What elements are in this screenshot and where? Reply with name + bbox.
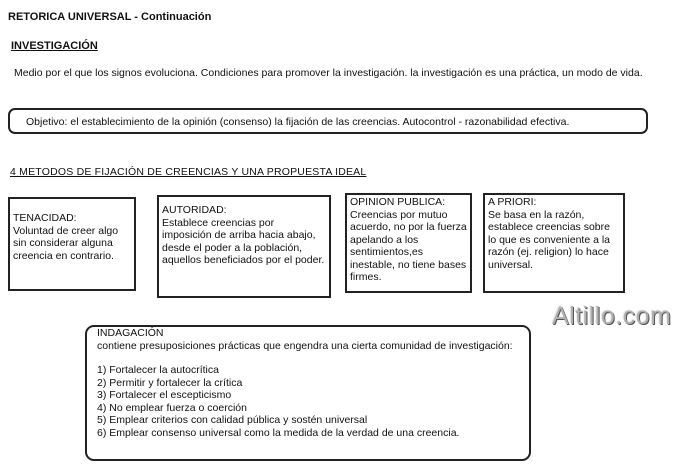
- indagacion-name: INDAGACIÓN: [97, 327, 164, 339]
- list-item: 4) No emplear fuerza o coerción: [97, 401, 247, 414]
- indagacion-text: contiene presuposiciones prácticas que engendra una cierta comunidad de investigación:: [97, 339, 513, 352]
- indagacion-box: [85, 325, 531, 461]
- method-name: OPINION PUBLICA:: [350, 196, 446, 208]
- method-box-opinion-publica: [345, 193, 472, 293]
- method-box-autoridad: [157, 195, 331, 298]
- methods-heading: 4 METODOS DE FIJACIÓN DE CREENCIAS Y UNA PROPUESTA IDEAL: [10, 166, 367, 178]
- document-title: RETORICA UNIVERSAL - Continuación: [8, 11, 212, 23]
- list-item: 6) Emplear consenso universal como la medida de la verdad de una creencia.: [97, 426, 460, 439]
- method-name: AUTORIDAD:: [162, 204, 227, 216]
- list-item: 1) Fortalecer la autocrítica: [97, 364, 219, 376]
- method-name: A PRIORI:: [488, 196, 537, 208]
- objective-box: Objetivo: el establecimiento de la opinión (consenso) la fijación de las creencias. Autocontrol - razonabilidad efectiva.: [8, 108, 648, 134]
- list-item: 5) Emplear criterios con calidad pública y sostén universal: [97, 414, 368, 426]
- method-box-tenacidad: [8, 197, 136, 291]
- altillo-logo: Altillo.com: [552, 302, 672, 330]
- method-text: Se basa en la razón, establece creencias sobre lo que es conveniente a la razón (ej. religion) lo hace universal.: [488, 208, 611, 271]
- method-name: TENACIDAD:: [13, 212, 77, 224]
- list-item: 3) Fortalecer el escepticismo: [97, 389, 232, 401]
- method-text: Establece creencias por imposición de arriba hacia abajo, desde el poder a la población, aquellos beneficiados por el poder.: [162, 216, 325, 266]
- section-heading: INVESTIGACIÓN: [11, 40, 98, 52]
- intro-paragraph: Medio por el que los signos evoluciona. Condiciones para promover la investigación. la investigación es una práctica, un modo de vida.: [14, 67, 643, 79]
- method-text: Creencias por mutuo acuerdo, no por la fuerza apelando a los sentimientos,es inestable, no tiene bases firmes.: [350, 208, 467, 283]
- method-box-a-priori: [483, 193, 625, 293]
- method-text: Voluntad de creer algo sin considerar alguna creencia en contrario.: [13, 224, 119, 262]
- list-item: 2) Permitir y fortalecer la crítica: [97, 376, 243, 389]
